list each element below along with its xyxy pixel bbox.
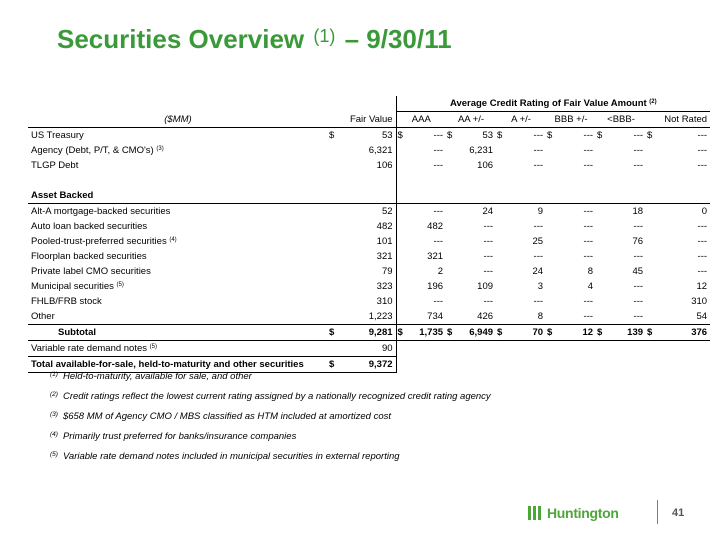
value-cell: 106 bbox=[477, 160, 494, 171]
currency-sign bbox=[396, 234, 406, 249]
currency-sign bbox=[596, 143, 606, 158]
currency-sign bbox=[646, 234, 656, 249]
currency-sign bbox=[446, 204, 456, 220]
table-row bbox=[28, 294, 710, 309]
currency-sign bbox=[328, 219, 338, 234]
currency-sign bbox=[328, 249, 338, 264]
value-cell: 734 bbox=[427, 311, 444, 322]
value-cell: 18 bbox=[632, 206, 644, 217]
footnote bbox=[50, 386, 491, 406]
currency-sign bbox=[328, 143, 338, 158]
row-label bbox=[28, 264, 328, 279]
currency-sign bbox=[546, 204, 556, 220]
currency-sign bbox=[328, 294, 338, 309]
row-label-text: TLGP Debt bbox=[31, 160, 79, 171]
currency-sign bbox=[546, 219, 556, 234]
value-cell: --- bbox=[633, 296, 644, 307]
currency-sign bbox=[646, 219, 656, 234]
value-cell: 6,321 bbox=[368, 145, 393, 156]
value-cell: 196 bbox=[427, 281, 444, 292]
rating-header bbox=[396, 96, 710, 112]
table-row bbox=[28, 249, 710, 264]
currency-sign bbox=[328, 234, 338, 249]
value-cell: 53 bbox=[381, 130, 393, 141]
value-cell: 9 bbox=[537, 206, 544, 217]
currency-sign bbox=[546, 309, 556, 325]
value-cell: 3 bbox=[537, 281, 544, 292]
value-cell: --- bbox=[533, 160, 544, 171]
currency-sign bbox=[446, 143, 456, 158]
value-cell: 53 bbox=[482, 130, 494, 141]
currency-sign bbox=[328, 279, 338, 294]
value-cell: --- bbox=[533, 251, 544, 262]
value-cell: 4 bbox=[587, 281, 594, 292]
header-row bbox=[28, 112, 710, 128]
value-cell: --- bbox=[633, 145, 644, 156]
currency-sign bbox=[496, 158, 506, 173]
currency-sign bbox=[446, 279, 456, 294]
currency-sign: $ bbox=[496, 325, 506, 341]
currency-sign bbox=[496, 264, 506, 279]
value-cell: --- bbox=[533, 296, 544, 307]
row-label bbox=[28, 294, 328, 309]
subtotal-label: Subtotal bbox=[28, 325, 328, 341]
table-row bbox=[28, 234, 710, 249]
row-label-text: FHLB/FRB stock bbox=[31, 296, 102, 307]
total-label: Total available-for-sale, held-to-maturity and other securities bbox=[28, 357, 328, 373]
value-cell: 45 bbox=[632, 266, 644, 277]
value-cell: 12 bbox=[696, 281, 708, 292]
row-label bbox=[28, 143, 328, 158]
value-cell: --- bbox=[533, 145, 544, 156]
row-label-text: Municipal securities bbox=[31, 281, 114, 292]
value-cell: 321 bbox=[376, 251, 393, 262]
row-label bbox=[28, 219, 328, 234]
value-cell: 90 bbox=[338, 341, 396, 357]
currency-sign bbox=[646, 249, 656, 264]
value-cell: 101 bbox=[376, 236, 393, 247]
value-cell: --- bbox=[433, 296, 444, 307]
value-cell: --- bbox=[483, 266, 494, 277]
currency-sign: $ bbox=[396, 128, 406, 144]
rating-header-text: Average Credit Rating of Fair Value Amount bbox=[449, 98, 647, 109]
row-label bbox=[28, 158, 328, 173]
value-cell: 482 bbox=[376, 221, 393, 232]
value-cell: 310 bbox=[376, 296, 393, 307]
currency-sign bbox=[646, 294, 656, 309]
currency-sign: $ bbox=[328, 325, 338, 341]
currency-sign bbox=[446, 219, 456, 234]
value-cell: --- bbox=[697, 236, 708, 247]
column-header: Not Rated bbox=[646, 112, 710, 128]
currency-sign bbox=[396, 264, 406, 279]
header-row-top bbox=[28, 96, 710, 112]
title-date: – 9/30/11 bbox=[344, 24, 452, 54]
footnote-ref: (2) bbox=[649, 99, 657, 105]
table-row bbox=[28, 279, 710, 294]
column-header: AA +/- bbox=[446, 112, 496, 128]
value-cell: 24 bbox=[482, 206, 494, 217]
value-cell: 8 bbox=[537, 311, 544, 322]
value-cell: --- bbox=[583, 311, 594, 322]
row-label-text: Agency (Debt, P/T, & CMO's) bbox=[31, 145, 154, 156]
footnote bbox=[50, 406, 491, 426]
footnote-text: $658 MM of Agency CMO / MBS classified as HTM included at amortized cost bbox=[62, 411, 391, 422]
footnote-ref: (3) bbox=[156, 146, 164, 152]
footnote-text: Held-to-maturity, available for sale, and other bbox=[62, 371, 252, 382]
value-cell: --- bbox=[633, 311, 644, 322]
row-label-text: Alt-A mortgage-backed securities bbox=[31, 206, 171, 217]
value-cell: 79 bbox=[381, 266, 393, 277]
value-cell: 76 bbox=[632, 236, 644, 247]
value-cell: --- bbox=[697, 160, 708, 171]
value-cell: --- bbox=[483, 251, 494, 262]
currency-sign: $ bbox=[647, 130, 653, 141]
currency-sign: $ bbox=[328, 357, 338, 373]
footnote-number: (3) bbox=[50, 411, 58, 418]
table-row bbox=[28, 158, 710, 173]
value-cell: --- bbox=[583, 221, 594, 232]
currency-sign bbox=[446, 234, 456, 249]
currency-sign bbox=[596, 264, 606, 279]
currency-sign bbox=[396, 279, 406, 294]
currency-sign bbox=[596, 234, 606, 249]
value-cell: 106 bbox=[376, 160, 393, 171]
currency-sign bbox=[596, 219, 606, 234]
footnote-number: (2) bbox=[50, 391, 58, 398]
value-cell: 54 bbox=[696, 311, 708, 322]
column-header: Fair Value bbox=[328, 112, 396, 128]
value-cell: 1,223 bbox=[368, 311, 393, 322]
currency-sign bbox=[596, 204, 606, 220]
currency-sign bbox=[496, 294, 506, 309]
value-cell: 321 bbox=[427, 251, 444, 262]
row-label bbox=[28, 128, 328, 144]
currency-sign bbox=[596, 294, 606, 309]
currency-sign bbox=[646, 204, 656, 220]
value-cell: --- bbox=[633, 281, 644, 292]
value-cell: --- bbox=[697, 266, 708, 277]
footnote-text: Variable rate demand notes included in municipal securities in external reporting bbox=[62, 451, 400, 462]
footnote-number: (5) bbox=[50, 451, 58, 458]
currency-sign bbox=[646, 264, 656, 279]
value-cell: 70 bbox=[506, 325, 546, 341]
row-label-text: Other bbox=[31, 311, 55, 322]
currency-sign bbox=[596, 249, 606, 264]
logo-mark-icon bbox=[528, 506, 542, 520]
value-cell: --- bbox=[633, 130, 644, 141]
value-cell: 310 bbox=[691, 296, 708, 307]
value-cell: 1,735 bbox=[406, 325, 446, 341]
section-label: Asset Backed bbox=[28, 188, 328, 204]
row-label bbox=[28, 204, 328, 220]
subtotal-row bbox=[28, 325, 710, 341]
footnote-number: (1) bbox=[50, 371, 58, 378]
currency-sign bbox=[396, 294, 406, 309]
currency-sign bbox=[546, 143, 556, 158]
securities-table bbox=[28, 96, 710, 373]
value-cell: 24 bbox=[532, 266, 544, 277]
currency-sign bbox=[396, 143, 406, 158]
currency-sign bbox=[446, 249, 456, 264]
value-cell: 109 bbox=[477, 281, 494, 292]
row-label-text: Floorplan backed securities bbox=[31, 251, 147, 262]
currency-sign bbox=[496, 309, 506, 325]
page-title bbox=[57, 24, 452, 55]
currency-sign bbox=[446, 309, 456, 325]
value-cell: --- bbox=[433, 236, 444, 247]
value-cell: 2 bbox=[437, 266, 444, 277]
value-cell: 9,281 bbox=[338, 325, 396, 341]
footnote-ref: (5) bbox=[116, 282, 124, 288]
row-label-text: US Treasury bbox=[31, 130, 84, 141]
value-cell: --- bbox=[583, 160, 594, 171]
footnote bbox=[50, 366, 491, 386]
currency-sign: $ bbox=[547, 130, 553, 141]
currency-sign bbox=[596, 309, 606, 325]
section-header-row bbox=[28, 188, 710, 204]
currency-sign bbox=[646, 143, 656, 158]
value-cell: --- bbox=[583, 145, 594, 156]
value-cell: 139 bbox=[606, 325, 646, 341]
currency-sign: $ bbox=[447, 130, 453, 141]
value-cell: 482 bbox=[427, 221, 444, 232]
title-main: Securities Overview bbox=[57, 24, 305, 54]
currency-sign bbox=[496, 234, 506, 249]
value-cell: --- bbox=[633, 251, 644, 262]
currency-sign bbox=[496, 249, 506, 264]
value-cell: --- bbox=[697, 130, 708, 141]
row-label bbox=[28, 341, 328, 357]
currency-sign bbox=[328, 158, 338, 173]
value-cell: 9,372 bbox=[338, 357, 396, 373]
value-cell: 0 bbox=[701, 206, 708, 217]
footnote-ref: (5) bbox=[149, 344, 157, 350]
value-cell: --- bbox=[533, 130, 544, 141]
value-cell: --- bbox=[583, 236, 594, 247]
currency-sign bbox=[596, 279, 606, 294]
footnotes bbox=[50, 366, 491, 466]
footnote bbox=[50, 446, 491, 466]
currency-sign bbox=[446, 294, 456, 309]
value-cell: --- bbox=[583, 296, 594, 307]
currency-sign bbox=[396, 219, 406, 234]
currency-sign bbox=[496, 279, 506, 294]
row-label-text: Variable rate demand notes bbox=[31, 343, 148, 354]
currency-sign bbox=[546, 158, 556, 173]
currency-sign bbox=[328, 264, 338, 279]
value-cell: --- bbox=[697, 145, 708, 156]
footnote-ref: (4) bbox=[169, 237, 177, 243]
currency-sign bbox=[328, 309, 338, 325]
page-number-divider bbox=[657, 500, 658, 524]
value-cell: 8 bbox=[587, 266, 594, 277]
page-number: 41 bbox=[672, 507, 685, 519]
table-row bbox=[28, 128, 710, 144]
currency-sign bbox=[646, 279, 656, 294]
row-label-text: Pooled-trust-preferred securities bbox=[31, 236, 167, 247]
currency-sign bbox=[396, 158, 406, 173]
currency-sign bbox=[546, 249, 556, 264]
currency-sign bbox=[646, 309, 656, 325]
footnote-text: Primarily trust preferred for banks/insurance companies bbox=[62, 431, 297, 442]
row-label bbox=[28, 249, 328, 264]
unit-label: ($MM) bbox=[28, 112, 328, 128]
currency-sign bbox=[596, 158, 606, 173]
table-row bbox=[28, 143, 710, 158]
currency-sign bbox=[328, 204, 338, 220]
column-header: <BBB- bbox=[596, 112, 646, 128]
value-cell: --- bbox=[697, 221, 708, 232]
value-cell: 25 bbox=[532, 236, 544, 247]
row-label bbox=[28, 279, 328, 294]
footnote-number: (4) bbox=[50, 431, 58, 438]
value-cell: 376 bbox=[656, 325, 710, 341]
currency-sign bbox=[546, 234, 556, 249]
row-label bbox=[28, 234, 328, 249]
value-cell: 6,231 bbox=[469, 145, 494, 156]
value-cell: --- bbox=[633, 221, 644, 232]
currency-sign bbox=[496, 143, 506, 158]
value-cell: --- bbox=[533, 221, 544, 232]
footnote bbox=[50, 426, 491, 446]
currency-sign: $ bbox=[497, 130, 503, 141]
logo-wordmark: Huntington bbox=[547, 505, 619, 521]
currency-sign bbox=[446, 264, 456, 279]
currency-sign bbox=[446, 158, 456, 173]
currency-sign: $ bbox=[546, 325, 556, 341]
value-cell: --- bbox=[433, 206, 444, 217]
column-header: BBB +/- bbox=[546, 112, 596, 128]
value-cell: --- bbox=[697, 251, 708, 262]
table-row bbox=[28, 204, 710, 220]
value-cell: --- bbox=[483, 221, 494, 232]
currency-sign bbox=[496, 219, 506, 234]
value-cell: 12 bbox=[556, 325, 596, 341]
value-cell: --- bbox=[633, 160, 644, 171]
value-cell: 426 bbox=[477, 311, 494, 322]
column-header: A +/- bbox=[496, 112, 546, 128]
currency-sign: $ bbox=[396, 325, 406, 341]
row-label-text: Auto loan backed securities bbox=[31, 221, 148, 232]
currency-sign: $ bbox=[646, 325, 656, 341]
currency-sign bbox=[546, 294, 556, 309]
currency-sign: $ bbox=[329, 130, 335, 141]
value-cell: 323 bbox=[376, 281, 393, 292]
value-cell: --- bbox=[483, 236, 494, 247]
vrdn-row bbox=[28, 341, 710, 357]
value-cell: --- bbox=[433, 160, 444, 171]
row-label bbox=[28, 309, 328, 325]
value-cell: --- bbox=[583, 206, 594, 217]
currency-sign: $ bbox=[597, 130, 603, 141]
value-cell: --- bbox=[583, 251, 594, 262]
row-label-text: Private label CMO securities bbox=[31, 266, 151, 277]
footnote-text: Credit ratings reflect the lowest current rating assigned by a nationally recognized credit rating agency bbox=[62, 391, 491, 402]
title-footnote-ref: (1) bbox=[313, 26, 336, 46]
currency-sign bbox=[396, 309, 406, 325]
table-row bbox=[28, 219, 710, 234]
value-cell: --- bbox=[433, 130, 444, 141]
value-cell: --- bbox=[583, 130, 594, 141]
currency-sign bbox=[496, 204, 506, 220]
value-cell: 6,949 bbox=[456, 325, 496, 341]
currency-sign bbox=[396, 204, 406, 220]
currency-sign bbox=[546, 279, 556, 294]
value-cell: --- bbox=[483, 296, 494, 307]
value-cell: 52 bbox=[381, 206, 393, 217]
huntington-logo bbox=[528, 505, 619, 521]
currency-sign bbox=[546, 264, 556, 279]
currency-sign: $ bbox=[446, 325, 456, 341]
value-cell: --- bbox=[433, 145, 444, 156]
table-row bbox=[28, 309, 710, 325]
table-row bbox=[28, 264, 710, 279]
currency-sign: $ bbox=[596, 325, 606, 341]
currency-sign bbox=[396, 249, 406, 264]
column-header: AAA bbox=[396, 112, 446, 128]
currency-sign bbox=[646, 158, 656, 173]
